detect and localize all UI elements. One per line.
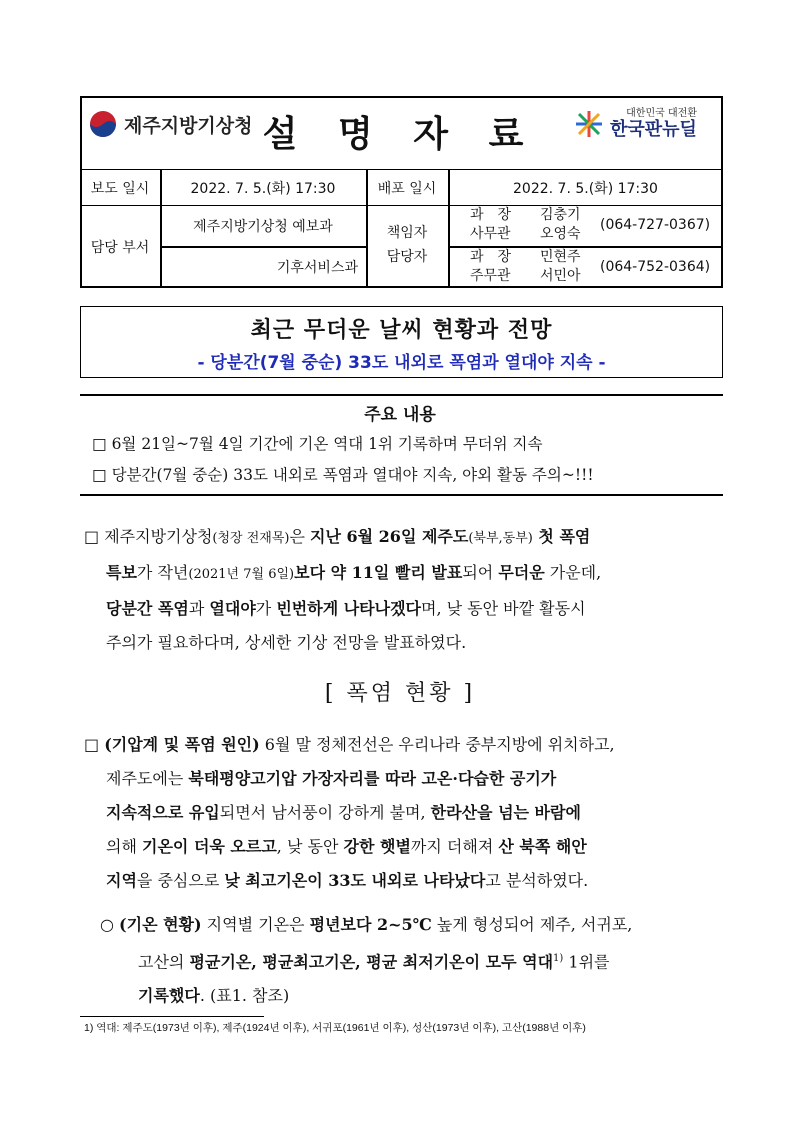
text: 당분간 폭염 [106, 599, 189, 618]
contact-block-2 [470, 248, 581, 286]
release-value: 2022. 7. 5.(화) 17:30 [190, 181, 336, 197]
text: 까지 더해져 [410, 837, 499, 856]
new-deal-emblem-icon [574, 109, 604, 139]
text: 가운데, [544, 563, 602, 582]
text: 북태평양고기압 가장자리를 따라 고온·다습한 공기가 [188, 769, 557, 788]
contact-block-1 [470, 206, 581, 244]
text: 6월 말 정체전선은 우리나라 중부지방에 위치하고, [259, 735, 615, 754]
text: 을 중심으로 [136, 871, 225, 890]
doc-title: 설 명 자 료 [262, 113, 538, 155]
text: 며, 낮 동안 바깥 활동시 [421, 599, 586, 618]
text: , 낮 동안 [276, 837, 344, 856]
text: (북부,동부) [468, 531, 533, 546]
text: 지역 [106, 871, 137, 890]
dept-1: 제주지방기상청 예보과 [193, 219, 333, 235]
text: 의해 [106, 837, 142, 856]
phone-2: (064-752-0364) [600, 259, 711, 275]
footnote-divider [80, 1016, 264, 1017]
org-name: 제주지방기상청 [124, 114, 253, 137]
text: 과 [188, 599, 210, 618]
text: 낮 최고기온이 33도 내외로 나타났다 [224, 871, 486, 890]
text: 은 [289, 527, 311, 546]
text: 높게 형성되어 제주, 서귀포, [431, 915, 633, 934]
contact-title: 과 장 [470, 249, 512, 265]
text: ○ [100, 915, 120, 934]
brand-small: 대한민국 대전환 [626, 108, 697, 119]
text: 지난 6월 26일 제주도 [310, 527, 469, 546]
new-deal-logo [574, 108, 697, 140]
contact-title: 과 장 [470, 207, 512, 223]
role-staff: 담당자 [386, 249, 428, 265]
contact-name: 서민아 [540, 268, 581, 284]
text: 고산의 [138, 952, 190, 972]
text: (2021년 7월 6일) [188, 567, 295, 582]
text: 한라산을 넘는 바람에 [430, 803, 581, 822]
dept-label: 담당 부서 [90, 240, 150, 256]
text: □ 제주지방기상청 [84, 527, 213, 546]
contact-name: 민현주 [540, 249, 581, 265]
key-point-2: □ 당분간(7월 중순) 33도 내외로 폭염과 열대야 지속, 야외 활동 주의~!!! [92, 466, 594, 484]
subheadline: - 당분간(7월 중순) 33도 내외로 폭염과 열대야 지속 - [197, 353, 606, 373]
text: (기압계 및 폭염 원인) [104, 735, 260, 754]
text: . (표1. 참조) [199, 986, 290, 1006]
headline: 최근 무더운 날씨 현황과 전망 [250, 318, 553, 343]
text: 지역별 기온은 [201, 915, 310, 934]
text: 열대야 [209, 599, 256, 618]
text: 기온이 더욱 오르고 [142, 837, 277, 856]
text: 되어 [462, 563, 499, 582]
headline-box [80, 306, 723, 378]
text: 평균기온, 평균최고기온, 평균 최저기온이 모두 역대 [189, 952, 554, 972]
text: 무더운 [498, 563, 545, 582]
release-label: 보도 일시 [90, 181, 150, 197]
text: 가 [255, 599, 277, 618]
text: (기온 현황) [119, 915, 202, 934]
dept-2: 기후서비스과 [276, 260, 358, 276]
text: 주의가 필요하다며, 상세한 기상 전망을 발표하였다. [106, 633, 467, 652]
text: 산 북쪽 해안 [498, 837, 587, 856]
text: 제주도에는 [106, 769, 189, 788]
distribute-value: 2022. 7. 5.(화) 17:30 [513, 181, 658, 197]
text: 지속적으로 유입 [106, 803, 220, 822]
footnote: 1) 역대: 제주도(1973년 이후), 제주(1924년 이후), 서귀포(1961년 이후), 성산(1973년 이후), 고산(1988년 이후) [84, 1022, 586, 1034]
key-point-1: □ 6월 21일~7월 4일 기간에 기온 역대 1위 기록하며 무더위 지속 [92, 435, 543, 453]
text: 1위를 [563, 952, 610, 972]
contact-title: 주무관 [470, 268, 511, 284]
text: 가 작년 [136, 563, 189, 582]
contact-name: 김충기 [540, 207, 581, 223]
contact-title: 사무관 [470, 226, 511, 242]
brand-big: 한국판뉴딜 [610, 119, 697, 140]
text: 특보 [106, 563, 137, 582]
footnote-ref: 1) [553, 953, 564, 964]
text: 강한 햇볕 [343, 837, 411, 856]
role-manager: 책임자 [386, 225, 428, 241]
section-title: [ 폭염 현황 ] [324, 681, 476, 706]
text: 보다 약 11일 빨리 발표 [294, 563, 463, 582]
key-points-heading: 주요 내용 [364, 405, 436, 425]
intro-paragraph [84, 520, 724, 660]
text: 기록했다 [138, 986, 200, 1006]
text: 첫 폭염 [532, 527, 591, 546]
text: 되면서 남서풍이 강하게 불며, [219, 803, 431, 822]
text: 평년보다 2~5℃ [309, 915, 432, 934]
contact-name: 오영숙 [540, 226, 581, 242]
text: (청장 전재목) [212, 531, 290, 546]
divider [80, 394, 723, 396]
text: 고 분석하였다. [485, 871, 589, 890]
phone-1: (064-727-0367) [600, 217, 711, 233]
divider [80, 494, 723, 496]
temp-paragraph [100, 908, 724, 1013]
cause-paragraph [84, 728, 724, 898]
text: □ [84, 735, 105, 754]
text: 빈번하게 나타나겠다 [276, 599, 422, 618]
distribute-label: 배포 일시 [377, 181, 437, 197]
